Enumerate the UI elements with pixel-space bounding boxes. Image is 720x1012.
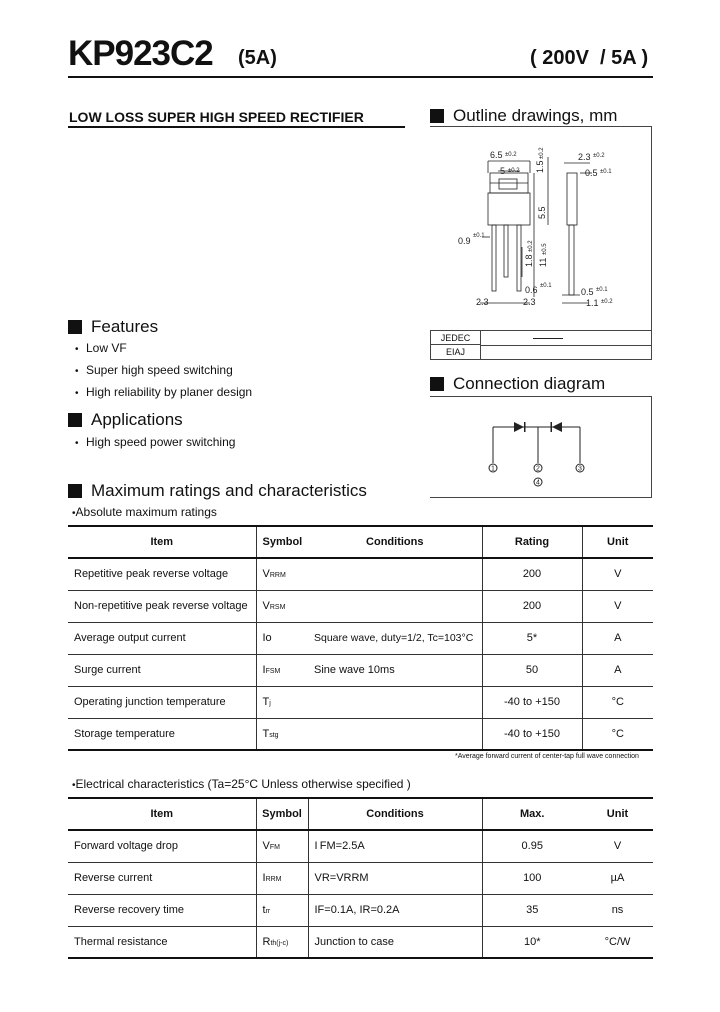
dim-side-base: 1.1 xyxy=(586,298,599,308)
list-item: • High reliability by planer design xyxy=(75,382,252,404)
features-heading: Features xyxy=(68,317,158,337)
subtitle-rule xyxy=(68,126,405,128)
connection-diagram xyxy=(430,397,652,499)
square-bullet-icon xyxy=(430,377,444,391)
dim-pitch-right: 2.3 xyxy=(523,297,536,307)
product-subtitle: LOW LOSS SUPER HIGH SPEED RECTIFIER xyxy=(69,109,364,125)
electrical-heading: •Electrical characteristics (Ta=25°C Unless otherwise specified ) xyxy=(72,777,411,791)
dim-tol-02b: ±0.2 xyxy=(508,168,520,174)
outline-heading: Outline drawings, mm xyxy=(430,106,617,126)
table-row: Forward voltage drop VFM I FM=2.5A 0.95 V xyxy=(68,830,653,862)
table-header-row xyxy=(68,526,653,558)
dim-tol-01b: ±0.1 xyxy=(540,283,552,289)
dim-lead-gap: 0.9 xyxy=(458,236,471,246)
electrical-table xyxy=(68,797,653,959)
dim-lead-len-b: 11 xyxy=(538,257,548,267)
applications-list xyxy=(75,432,235,454)
ratings-table xyxy=(68,525,653,751)
current-tag: (5A) xyxy=(238,47,277,69)
dim-side-top: 2.3 xyxy=(578,152,591,162)
col-unit: Unit xyxy=(582,798,653,830)
dim-tol-01d: ±0.1 xyxy=(596,287,608,293)
outline-dimension-labels xyxy=(458,147,613,308)
square-bullet-icon xyxy=(68,413,82,427)
table-row: Non-repetitive peak reverse voltage VRSM 200 V xyxy=(68,590,653,622)
square-bullet-icon xyxy=(68,320,82,334)
dim-tol-02a: ±0.2 xyxy=(505,152,517,158)
table-row: Thermal resistance Rth(j-c) Junction to case 10* °C/W xyxy=(68,926,653,958)
dim-tol-01a: ±0.1 xyxy=(473,233,485,239)
voltage-current-rating: ( 200V / 5A ) xyxy=(530,47,649,69)
table-row: Operating junction temperature Tj -40 to +150 °C xyxy=(68,686,653,718)
part-number: KP923C2 xyxy=(68,34,213,73)
dim-width-main: 6.5 xyxy=(490,150,503,160)
dim-tol-02c: ±0.2 xyxy=(539,147,545,159)
col-conditions: Conditions xyxy=(308,798,482,830)
table-row: Storage temperature Tstg -40 to +150 °C xyxy=(68,718,653,750)
col-rating: Rating xyxy=(482,526,582,558)
dim-tab-width: 5 xyxy=(500,166,506,176)
header-rule xyxy=(68,76,653,78)
dim-lead-len-a: 1.8 xyxy=(524,254,534,267)
list-item: • Low VF xyxy=(75,338,252,360)
jedec-dash xyxy=(533,338,563,339)
square-bullet-icon xyxy=(68,484,82,498)
ratings-heading: Maximum ratings and characteristics xyxy=(68,481,367,501)
dim-tol-02f: ±0.2 xyxy=(601,299,613,305)
diode-left-icon xyxy=(514,422,524,432)
connection-diagram-box xyxy=(430,396,652,498)
dim-tol-02e: ±0.2 xyxy=(593,153,605,159)
dim-tol-02d: ±0.2 xyxy=(528,240,534,252)
pin-4-label: 4 xyxy=(536,479,540,487)
ratings-subheading: •Absolute maximum ratings xyxy=(72,505,217,519)
table-row: Reverse recovery time trr IF=0.1A, IR=0.2A 35 ns xyxy=(68,894,653,926)
col-conditions: Conditions xyxy=(308,526,482,558)
table-row: Reverse current IRRM VR=VRRM 100 µA xyxy=(68,862,653,894)
pin-1-label: 1 xyxy=(491,465,495,473)
dim-top-height: 1.5 xyxy=(535,160,545,173)
pin-3-label: 3 xyxy=(578,465,582,473)
ratings-footnote: *Average forward current of center-tap full wave connection xyxy=(455,753,639,760)
col-item: Item xyxy=(68,798,256,830)
col-symbol: Symbol xyxy=(256,526,308,558)
dim-tol-01c: ±0.1 xyxy=(600,169,612,175)
jedec-label: JEDEC xyxy=(431,331,481,345)
outline-drawing xyxy=(430,127,652,361)
pin-2-label: 2 xyxy=(536,465,540,473)
square-bullet-icon xyxy=(430,109,444,123)
col-symbol: Symbol xyxy=(256,798,308,830)
col-max: Max. xyxy=(482,798,582,830)
dim-side-thk: 0.5 xyxy=(585,168,598,178)
list-item: • High speed power switching xyxy=(75,432,235,454)
table-header-row xyxy=(68,798,653,830)
table-row: Repetitive peak reverse voltage VRRM 200 V xyxy=(68,558,653,590)
outline-drawing-box xyxy=(430,126,652,360)
table-row: Surge current IFSM Sine wave 10ms 50 A xyxy=(68,654,653,686)
connection-heading: Connection diagram xyxy=(430,374,605,394)
col-unit: Unit xyxy=(582,526,653,558)
eiaj-label: EIAJ xyxy=(431,345,481,359)
package-standard-table xyxy=(430,330,652,360)
col-item: Item xyxy=(68,526,256,558)
dim-lead-width: 0.6 xyxy=(525,285,538,295)
features-list xyxy=(75,338,252,404)
dim-pitch-left: 2.3 xyxy=(476,297,489,307)
dim-body-height: 5.5 xyxy=(537,206,547,219)
dim-tol-05a: ±0.5 xyxy=(542,243,548,255)
diode-right-icon xyxy=(552,422,562,432)
applications-heading: Applications xyxy=(68,410,183,430)
list-item: • Super high speed switching xyxy=(75,360,252,382)
dim-side-lead: 0.5 xyxy=(581,287,594,297)
table-row: Average output current Io Square wave, duty=1/2, Tc=103°C 5* A xyxy=(68,622,653,654)
table-divider xyxy=(481,345,652,346)
